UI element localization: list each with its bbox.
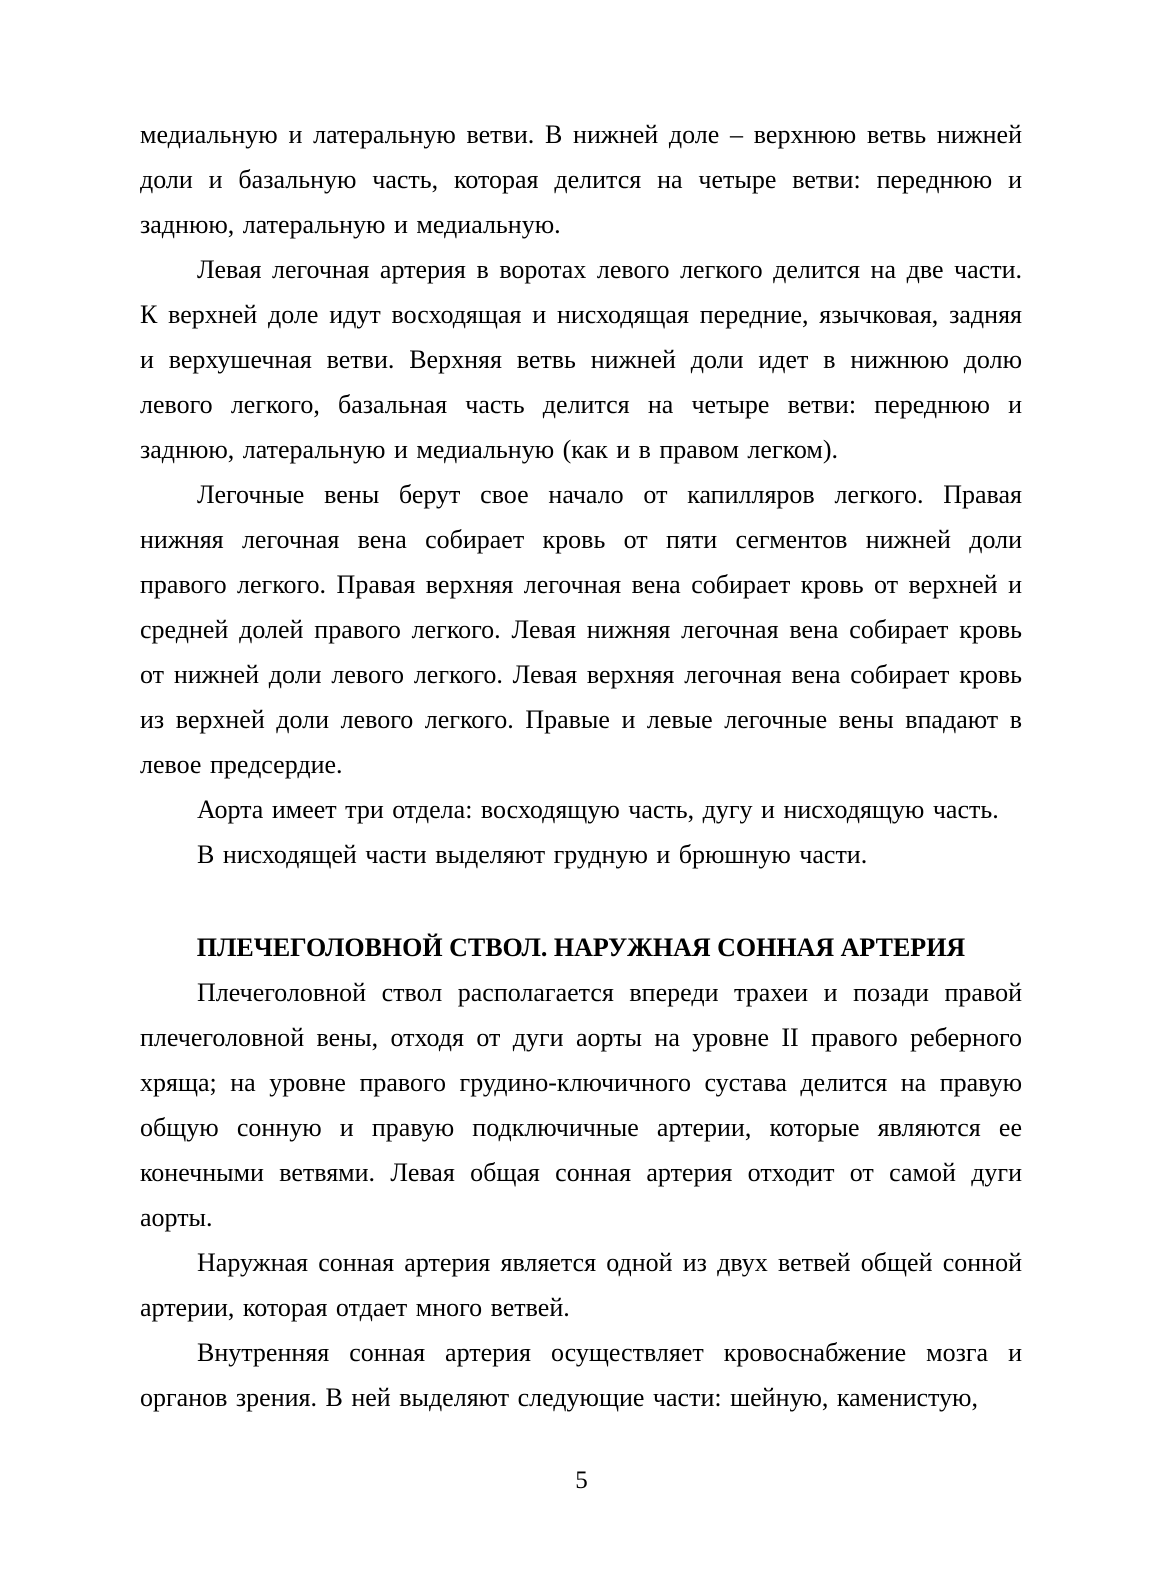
paragraph: Наружная сонная артерия является одной из двух ветвей общей сонной артерии, которая отдает много ветвей. <box>140 1248 1022 1322</box>
paragraph: Левая легочная артерия в воротах левого легкого делится на две части. К верхней доле идут восходящая и нисходящая передние, язычковая, задняя и верхушечная ветви. Верхняя ветвь нижней доли идет в нижнюю долю левого легкого, базальная часть делится на четыре ветви: переднюю и заднюю, латеральную и медиальную (как и в правом легком). <box>140 255 1022 464</box>
page-number: 5 <box>575 1467 588 1494</box>
paragraph: медиальную и латеральную ветви. В нижней доле – верхнюю ветвь нижней доли и базальную часть, которая делится на четыре ветви: переднюю и заднюю, латеральную и медиальную. <box>140 120 1022 239</box>
paragraph: Легочные вены берут свое начало от капилляров легкого. Правая нижняя легочная вена собирает кровь от пяти сегментов нижней доли правого легкого. Правая верхняя легочная вена собирает кровь от верхней и средней долей правого легкого. Левая нижняя легочная вена собирает кровь от нижней доли левого легкого. Левая верхняя легочная вена собирает кровь из верхней доли левого легкого. Правые и левые легочные вены впадают в левое предсердие. <box>140 480 1022 779</box>
text-block <box>140 112 1022 1420</box>
paragraph: В нисходящей части выделяют грудную и брюшную части. <box>197 840 868 869</box>
section-heading: ПЛЕЧЕГОЛОВНОЙ СТВОЛ. НАРУЖНАЯ СОННАЯ АРТЕРИЯ <box>196 933 966 962</box>
paragraph: Аорта имеет три отдела: восходящую часть, дугу и нисходящую часть. <box>197 795 999 824</box>
paragraph: Плечеголовной ствол располагается впереди трахеи и позади правой плечеголовной вены, отходя от дуги аорты на уровне II правого реберного хряща; на уровне правого грудино-ключичного сустава делится на правую общую сонную и правую подключичные артерии, которые являются ее конечными ветвями. Левая общая сонная артерия отходит от самой дуги аорты. <box>140 978 1022 1232</box>
paragraph: Внутренняя сонная артерия осуществляет кровоснабжение мозга и органов зрения. В ней выделяют следующие части: шейную, каменистую, <box>140 1338 1022 1412</box>
